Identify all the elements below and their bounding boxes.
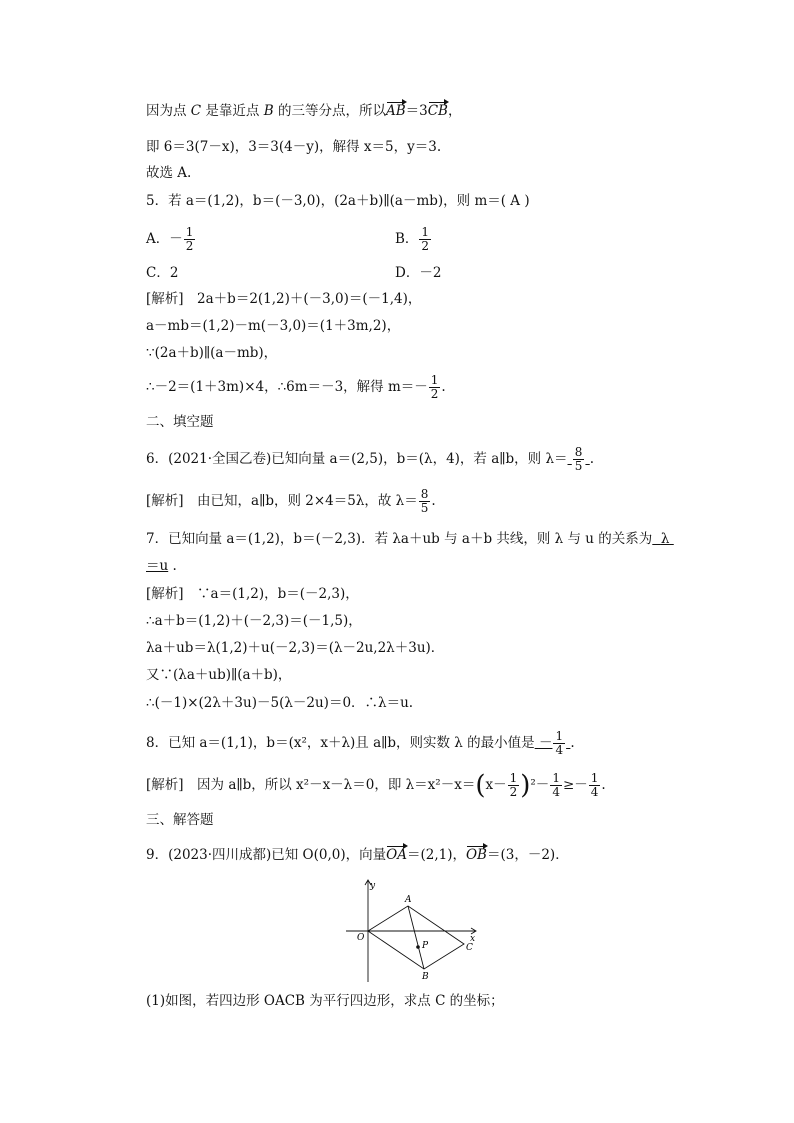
solution-6: [解析] 由已知，a∥b，则 2×4＝5λ，故 λ＝ $\frac{8}{5}$ . [146,487,436,515]
label-P: P [422,941,429,951]
line-3: 故选 A. [146,165,192,181]
solution-7-line-5: ∴(－1)×(2λ＋3u)－5(λ－2u)＝0．∴λ＝u. [146,695,414,711]
section-3-heading: 三、解答题 [146,812,214,828]
label-y: y [370,881,376,891]
question-9-part-1: (1)如图，若四边形 OACB 为平行四边形，求点 C 的坐标； [146,993,504,1009]
line-2: 即 6＝3(7－x)，3＝3(4－y)，解得 x＝5，y＝3. [146,139,442,155]
answer-blank [568,445,590,473]
label-A: A [405,895,412,905]
answer-blank: λ [660,531,670,547]
q5-option-a: A．－ $\frac{1}{2}$ [146,225,194,253]
question-8: 8．已知 a＝(1,1)，b＝(x²，x＋λ)且 a∥b，则实数 λ 的最小值是 － $\frac{1}{4}$ . [146,729,575,757]
label-C: C [466,943,473,953]
solution-5-line-1: [解析] 2a＋b＝2(1,2)＋(－3,0)＝(－1,4)， [146,291,422,307]
solution-7-line-1: [解析] ∵a＝(1,2)，b＝(－2,3)， [146,586,359,602]
solution-8: [解析] 因为 a∥b，所以 x²－x－λ＝0，即 λ＝x²－x＝(x－ $\frac{1}{2}$ )²－ $\frac{1}{4}$ ≥－ $\frac{1}{4}$ . [146,770,606,801]
vector-AB: AB [385,103,406,119]
vector-OB: OB [465,847,487,863]
question-7: 7．已知向量 a＝(1,2)，b＝(－2,3)．若 λa＋ub 与 a＋b 共线，则 λ 与 u 的关系为 λ [146,530,674,548]
question-5: 5．若 a＝(1,2)，b＝(－3,0)，(2a＋b)∥(a－mb)，则 m＝( A ) [146,193,530,209]
fraction: $\frac{1}{2}$ [421,225,430,253]
parallelogram-figure [340,878,480,984]
vector-OA: OA [386,847,407,863]
solution-5-line-2: a－mb＝(1,2)－m(－3,0)＝(1＋3m,2)， [146,318,401,334]
label-B: B [422,972,429,982]
solution-7-line-3: λa＋ub＝λ(1,2)＋u(－2,3)＝(λ－2u,2λ＋3u)． [146,640,445,656]
q5-option-d: D．－2 [395,265,442,281]
question-6: 6．(2021·全国乙卷)已知向量 a＝(2,5)，b＝(λ，4)，若 a∥b，则 λ＝ $\frac{8}{5}$ . [146,445,595,473]
fraction: $\frac{1}{2}$ [185,225,194,253]
solution-5-line-4: ∴－2＝(1＋3m)×4，∴6m＝－3，解得 m＝－ $\frac{1}{2}$ . [146,373,446,401]
fraction: $\frac{8}{5}$ [574,445,583,473]
question-9: 9．(2023·四川成都)已知 O(0,0)，向量OA＝(2,1)，OB＝(3，－2)． [146,847,569,863]
point-P [416,945,420,949]
section-2-heading: 二、填空题 [146,414,214,430]
fraction: $\frac{1}{4}$ [552,771,560,799]
solution-5-line-3: ∵(2a＋b)∥(a－mb)， [146,345,278,361]
fraction: $\frac{1}{2}$ [509,771,518,799]
line-1: 因为点 C 是靠近点 B 的三等分点，所以AB＝3CB， [146,103,462,119]
question-7-continued: ＝u . [146,558,177,574]
answer-blank: ＝u [146,558,169,574]
q5-option-c: C．2 [146,265,179,281]
label-O: O [357,933,365,943]
solution-7-line-2: ∴a＋b＝(1,2)＋(－2,3)＝(－1,5)， [146,613,362,629]
fraction: $\frac{1}{2}$ [430,373,439,401]
fraction: $\frac{1}{4}$ [555,729,564,757]
fraction: $\frac{1}{4}$ [590,771,599,799]
label-x: x [470,934,476,944]
solution-7-line-4: 又∵(λa＋ub)∥(a＋b)， [146,667,292,683]
fraction: $\frac{8}{5}$ [420,487,429,515]
answer-blank: － $\frac{1}{4}$ [538,729,564,757]
q5-option-b: B． $\frac{1}{2}$ [395,225,430,253]
vector-CB: CB [427,103,448,119]
